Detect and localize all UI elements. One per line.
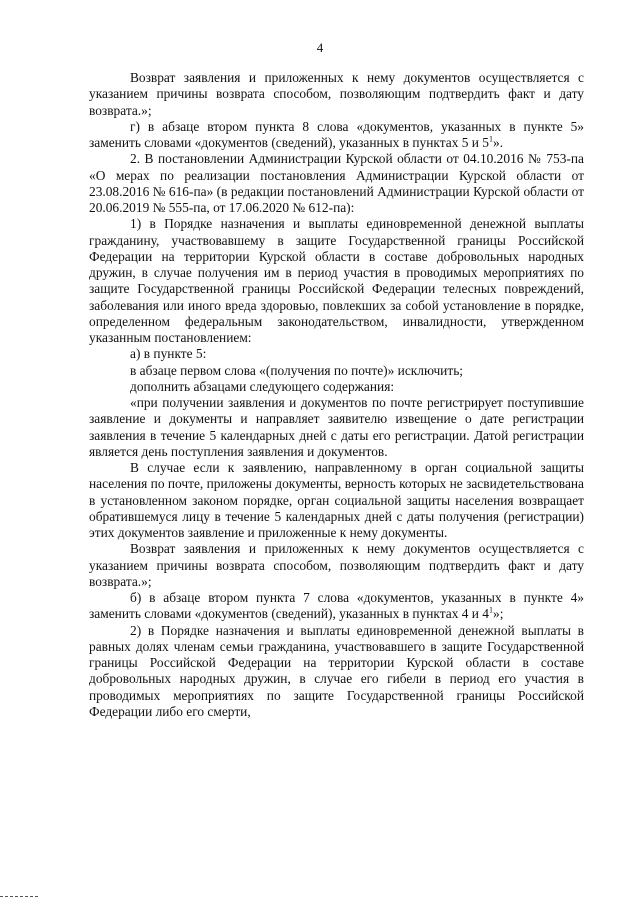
- document-body: [89, 70, 584, 720]
- paragraph-item-1: 1) в Порядке назначения и выплаты единовременной денежной выплаты гражданину, участвовавшему в защите Государственной границы Российской Федерации на территории Курской области в составе добровольных народных дружин, в случае получения им в период участия в проводимых мероприятиях по защите Государственной границы Российской Федерации телесных повреждений, заболевания или иного вреда здоровью, повлекших за собой установление в порядке, определенном федеральным законодательством, инвалидности, утвержденном указанным постановлением:: [89, 216, 584, 345]
- paragraph-return-conditions-2: Возврат заявления и приложенных к нему документов осуществляется с указанием причины возврата способом, позволяющим подтвердить факт и дату возврата.»;: [89, 541, 584, 589]
- paragraph-item-g: г) в абзаце втором пункта 8 слова «документов, указанных в пункте 5» заменить словами «документов (сведений), указанных в пунктах 5 и $5^1$».: [89, 118, 584, 150]
- paragraph-unverified-documents: В случае если к заявлению, направленному в орган социальной защиты населения по почте, приложены документы, верность которых не засвидетельствована в установленном законом порядке, орган социальной защиты населения возвращает обратившемуся лицу в течение 5 календарных дней с даты получения (регистрации) этих документов заявление и приложенные к нему документы.: [89, 460, 584, 540]
- paragraph-item-b: б) в абзаце втором пункта 7 слова «документов, указанных в пункте 4» заменить словами «документов (сведений), указанных в пунктах 4 и $4^1$»;: [89, 590, 584, 622]
- paragraph-add-abzacy: дополнить абзацами следующего содержания:: [130, 378, 395, 394]
- paragraph-item-a: а) в пункте 5:: [130, 346, 207, 362]
- footer-separator: [0, 896, 38, 897]
- paragraph-section-2: 2. В постановлении Администрации Курской области от 04.10.2016 № 753-па «О мерах по реализации постановления Администрации Курской области от 23.08.2016 № 616-па» (в редакции постановлений Администрации Курской области от 20.06.2019 № 555-па, от 17.06.2020 № 612-па):: [89, 151, 584, 215]
- paragraph-item-2: 2) в Порядке назначения и выплаты единовременной денежной выплаты в равных долях членам семьи гражданина, участвовавшего в защите Государственной границы Российской Федерации на территории Курской области в составе добровольных народных дружин, в случае его гибели в период его участия в проводимых мероприятиях по защите Государственной границы Российской Федерации либо его смерти,: [89, 622, 584, 719]
- page-number: 4: [316, 40, 324, 55]
- paragraph-return-conditions: Возврат заявления и приложенных к нему документов осуществляется с указанием причины возврата способом, позволяющим подтвердить факт и дату возврата.»;: [89, 70, 584, 118]
- paragraph-mail-registration: «при получении заявления и документов по почте регистрирует поступившие заявление и документы и направляет заявителю извещение о дате регистрации заявления в течение 5 календарных дней с даты его регистрации. Датой регистрации является день поступления заявления и документов.: [89, 395, 584, 459]
- paragraph-exclude-words: в абзаце первом слова «(получения по почте)» исключить;: [130, 362, 464, 378]
